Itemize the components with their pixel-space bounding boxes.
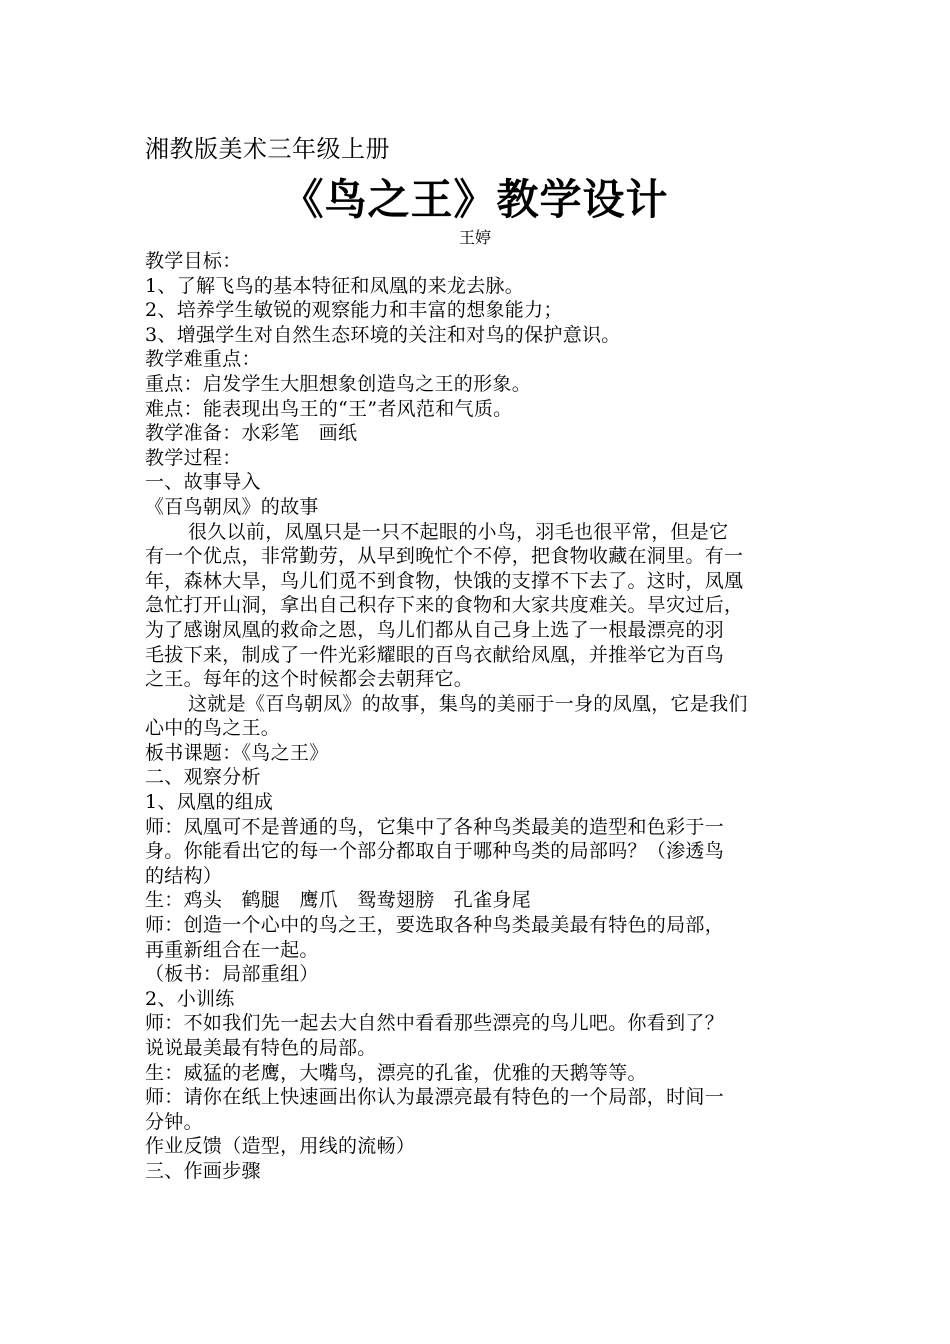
text-line: 一、故事导入 <box>145 471 261 494</box>
text-line: 重点：启发学生大胆想象创造鸟之王的形象。 <box>145 372 532 395</box>
lesson-body <box>145 249 825 1184</box>
text-line: 教学难重点： <box>145 348 261 371</box>
textbook-label: 湘教版美术三年级上册 <box>145 135 390 163</box>
text-line: 生：鸡头 鹤腿 鹰爪 鸳鸯翅膀 孔雀身尾 <box>145 889 532 912</box>
text-line: 再重新组合在一起。 <box>145 938 319 961</box>
text-line: 2、小训练 <box>145 987 235 1010</box>
text-line: 急忙打开山洞，拿出自己积存下来的食物和大家共度难关。旱灾过后， <box>145 594 744 617</box>
text-line: 难点：能表现出鸟王的“王”者风范和气质。 <box>145 397 513 420</box>
text-line: 板书课题：《鸟之王》 <box>145 741 329 764</box>
text-line: 为了感谢凤凰的救命之恩，鸟儿们都从自己身上选了一根最漂亮的羽 <box>145 618 725 641</box>
text-line: 有一个优点，非常勤劳，从早到晚忙个不停，把食物收藏在洞里。有一 <box>145 545 744 568</box>
text-line: 师：创造一个心中的鸟之王，要选取各种鸟类最美最有特色的局部， <box>145 914 725 937</box>
text-line: 师：请你在纸上快速画出你认为最漂亮最有特色的一个局部，时间一 <box>145 1086 725 1109</box>
text-line: 教学准备：水彩笔 画纸 <box>145 422 358 445</box>
text-line: 教学目标： <box>145 250 242 272</box>
text-line: 3、增强学生对自然生态环境的关注和对鸟的保护意识。 <box>145 323 621 346</box>
text-line: 年，森林大旱，鸟儿们觅不到食物，快饿的支撑不下去了。这时，凤凰 <box>145 569 744 592</box>
text-line: 1、了解飞鸟的基本特征和凤凰的来龙去脉。 <box>145 274 525 297</box>
text-line: 三、作画步骤 <box>145 1159 261 1182</box>
author-name: 王婷 <box>458 228 491 247</box>
text-line: 毛拔下来，制成了一件光彩耀眼的百鸟衣献给凤凰，并推举它为百鸟 <box>145 643 725 666</box>
text-line: 很久以前，凤凰只是一只不起眼的小鸟，羽毛也很平常，但是它 <box>188 520 729 543</box>
text-line: 生：威猛的老鹰，大嘴鸟，漂亮的孔雀，优雅的天鹅等等。 <box>145 1061 647 1084</box>
text-line: （板书：局部重组） <box>145 963 319 986</box>
text-line: 分钟。 <box>145 1110 203 1133</box>
text-line: 二、观察分析 <box>145 766 261 789</box>
text-line: 的结构） <box>145 864 223 887</box>
text-line: 这就是《百鸟朝凤》的故事，集鸟的美丽于一身的凤凰，它是我们 <box>188 692 748 715</box>
text-line: 心中的鸟之王。 <box>145 717 281 740</box>
text-line: 2、培养学生敏锐的观察能力和丰富的想象能力； <box>145 299 563 322</box>
text-line: 身。你能看出它的每一个部分都取自于哪种鸟类的局部吗？（渗透鸟 <box>145 840 725 863</box>
text-line: 《百鸟朝凤》的故事 <box>145 495 319 518</box>
text-line: 1、凤凰的组成 <box>145 791 274 814</box>
page-title: 《鸟之王》教学设计 <box>281 175 669 224</box>
text-line: 师：不如我们先一起去大自然中看看那些漂亮的鸟儿吧。你看到了？ <box>145 1012 725 1035</box>
text-line: 说说最美最有特色的局部。 <box>145 1037 377 1059</box>
text-line: 教学过程： <box>145 446 242 469</box>
text-line: 师：凤凰可不是普通的鸟，它集中了各种鸟类最美的造型和色彩于一 <box>145 815 725 838</box>
text-line: 之王。每年的这个时候都会去朝拜它。 <box>145 668 474 691</box>
text-line: 作业反馈（造型，用线的流畅） <box>145 1135 416 1158</box>
